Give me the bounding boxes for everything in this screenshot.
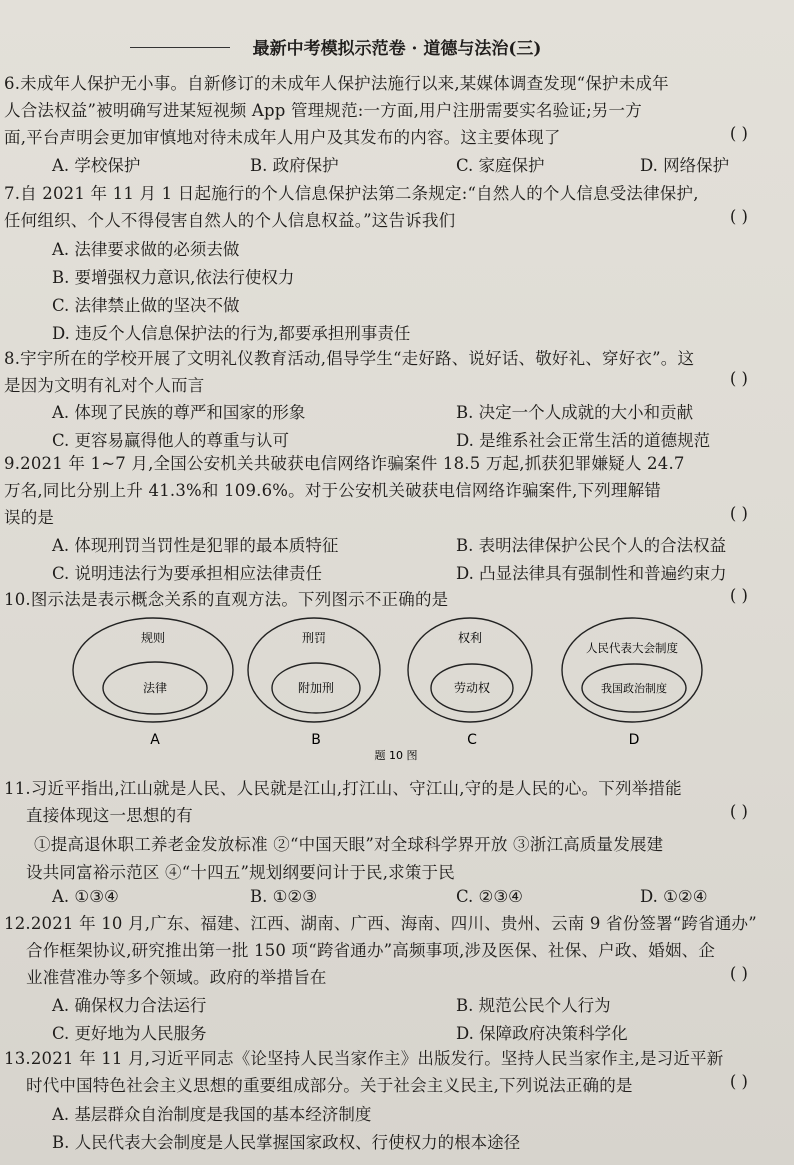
q13-line-1: 13.2021 年 11 月,习近平同志《论坚持人民当家作主》出版发行。坚持人民当家作主,是习近平新 [4, 1049, 724, 1068]
diagram-d-inner-label: 我国政治制度 [601, 682, 667, 695]
diagram-d-outer-label: 人民代表大会制度 [586, 641, 678, 655]
q6-option-d[interactable]: D. 网络保护 [640, 156, 730, 175]
q11-option-a[interactable]: A. ①③④ [52, 887, 119, 906]
diagram-b-inner-label: 附加刑 [297, 681, 335, 695]
q8-answer-blank[interactable]: ( ) [729, 369, 748, 388]
q6-line-1: 6.未成年人保护无小事。自新修订的未成年人保护法施行以来,某媒体调查发现“保护未成年 [4, 74, 669, 93]
q13-option-a[interactable]: A. 基层群众自治制度是我国的基本经济制度 [52, 1105, 372, 1124]
diagram-d[interactable] [562, 618, 702, 748]
q13-option-b[interactable]: B. 人民代表大会制度是人民掌握国家政权、行使权力的根本途径 [52, 1133, 521, 1152]
q9-answer-blank[interactable]: ( ) [729, 504, 748, 523]
q9-option-a[interactable]: A. 体现刑罚当罚性是犯罪的最本质特征 [52, 536, 339, 555]
q6-option-b[interactable]: B. 政府保护 [250, 156, 339, 175]
q9-line-3: 误的是 [4, 508, 55, 527]
q13-line-2: 时代中国特色社会主义思想的重要组成部分。关于社会主义民主,下列说法正确的是 [26, 1076, 633, 1095]
q12-answer-blank[interactable]: ( ) [729, 964, 748, 983]
q6-line-3: 面,平台声明会更加审慎地对待未成年人用户及其发布的内容。这主要体现了 [4, 128, 561, 147]
q11-option-d[interactable]: D. ①②④ [640, 887, 708, 906]
diagram-a-letter: A [150, 732, 160, 748]
q12-option-b[interactable]: B. 规范公民个人行为 [456, 996, 611, 1015]
q8-option-b[interactable]: B. 决定一个人成就的大小和贡献 [456, 403, 694, 422]
q9-line-1: 9.2021 年 1~7 月,全国公安机关共破获电信网络诈骗案件 18.5 万起,抓获犯罪嫌疑人 24.7 [4, 454, 685, 473]
q7-option-b[interactable]: B. 要增强权力意识,依法行使权力 [52, 268, 295, 287]
diagram-c[interactable] [408, 618, 532, 748]
q9-line-2: 万名,同比分别上升 41.3%和 109.6%。对于公安机关破获电信网络诈骗案件,下列理解错 [4, 481, 662, 500]
q8-option-d[interactable]: D. 是维系社会正常生活的道德规范 [456, 431, 711, 450]
diagram-b-letter: B [311, 732, 321, 748]
q10-answer-blank[interactable]: ( ) [729, 586, 748, 605]
diagram-b[interactable] [248, 618, 380, 748]
q8-option-a[interactable]: A. 体现了民族的尊严和国家的形象 [52, 403, 306, 422]
q7-option-c[interactable]: C. 法律禁止做的坚决不做 [52, 296, 240, 315]
q6-option-a[interactable]: A. 学校保护 [52, 156, 141, 175]
diagram-c-inner-label: 劳动权 [453, 681, 491, 695]
q8-line-1: 8.宇宇所在的学校开展了文明礼仪教育活动,倡导学生“走好路、说好话、敬好礼、穿好衣”。这 [4, 349, 695, 368]
q12-option-c[interactable]: C. 更好地为人民服务 [52, 1024, 207, 1043]
q9-option-d[interactable]: D. 凸显法律具有强制性和普遍约束力 [456, 564, 727, 583]
q11-option-c[interactable]: C. ②③④ [456, 887, 523, 906]
q7-option-d[interactable]: D. 违反个人信息保护法的行为,都要承担刑事责任 [52, 324, 411, 343]
figure-10-caption: 题 10 图 [374, 749, 418, 762]
figure-10 [0, 612, 794, 762]
q8-option-c[interactable]: C. 更容易赢得他人的尊重与认可 [52, 431, 290, 450]
q11-line-4: 设共同富裕示范区 ④“十四五”规划纲要问计于民,求策于民 [26, 863, 455, 882]
diagram-c-letter: C [467, 732, 477, 748]
q11-answer-blank[interactable]: ( ) [729, 802, 748, 821]
q7-line-1: 7.自 2021 年 11 月 1 日起施行的个人信息保护法第二条规定:“自然人的个人信息受法律保护, [4, 184, 699, 203]
q7-option-a[interactable]: A. 法律要求做的必须去做 [52, 240, 240, 259]
diagram-a-inner-label: 法律 [142, 681, 168, 695]
q6-option-c[interactable]: C. 家庭保护 [456, 156, 545, 175]
q7-answer-blank[interactable]: ( ) [729, 207, 748, 226]
q12-option-d[interactable]: D. 保障政府决策科学化 [456, 1024, 628, 1043]
diagram-d-letter: D [628, 732, 640, 748]
header-rule [130, 47, 230, 48]
q12-line-1: 12.2021 年 10 月,广东、福建、江西、湖南、广西、海南、四川、贵州、云南 9 省份签署“跨省通办” [4, 914, 757, 933]
q7-line-2: 任何组织、个人不得侵害自然人的个人信息权益。”这告诉我们 [4, 211, 456, 230]
page-header [0, 34, 794, 60]
q8-line-2: 是因为文明有礼对个人而言 [4, 376, 205, 395]
q12-line-2: 合作框架协议,研究推出第一批 150 项“跨省通办”高频事项,涉及医保、社保、户政、婚姻、企 [26, 941, 716, 960]
q13-answer-blank[interactable]: ( ) [729, 1072, 748, 1091]
q11-line-2: 直接体现这一思想的有 [26, 806, 193, 825]
diagram-a-outer-label: 规则 [140, 631, 166, 645]
q9-option-c[interactable]: C. 说明违法行为要承担相应法律责任 [52, 564, 323, 583]
diagram-c-outer-label: 权利 [457, 631, 483, 645]
q9-option-b[interactable]: B. 表明法律保护公民个人的合法权益 [456, 536, 727, 555]
diagram-a[interactable] [73, 618, 233, 748]
q12-option-a[interactable]: A. 确保权力合法运行 [52, 996, 207, 1015]
q6-line-2: 人合法权益”被明确写进某短视频 App 管理规范:一方面,用户注册需要实名验证;另一方 [4, 101, 642, 120]
q10-line-1: 10.图示法是表示概念关系的直观方法。下列图示不正确的是 [4, 590, 449, 609]
q11-line-3: ①提高退休职工养老金发放标准 ②“中国天眼”对全球科学界开放 ③浙江高质量发展建 [34, 835, 664, 854]
q6-answer-blank[interactable]: ( ) [729, 124, 748, 143]
q11-option-b[interactable]: B. ①②③ [250, 887, 317, 906]
diagram-b-outer-label: 刑罚 [301, 631, 327, 645]
q11-line-1: 11.习近平指出,江山就是人民、人民就是江山,打江山、守江山,守的是人民的心。下列举措能 [4, 779, 682, 798]
q12-line-3: 业准营准办等多个领域。政府的举措旨在 [26, 968, 327, 987]
header-title: 最新中考模拟示范卷 · 道德与法治(三) [252, 39, 542, 59]
